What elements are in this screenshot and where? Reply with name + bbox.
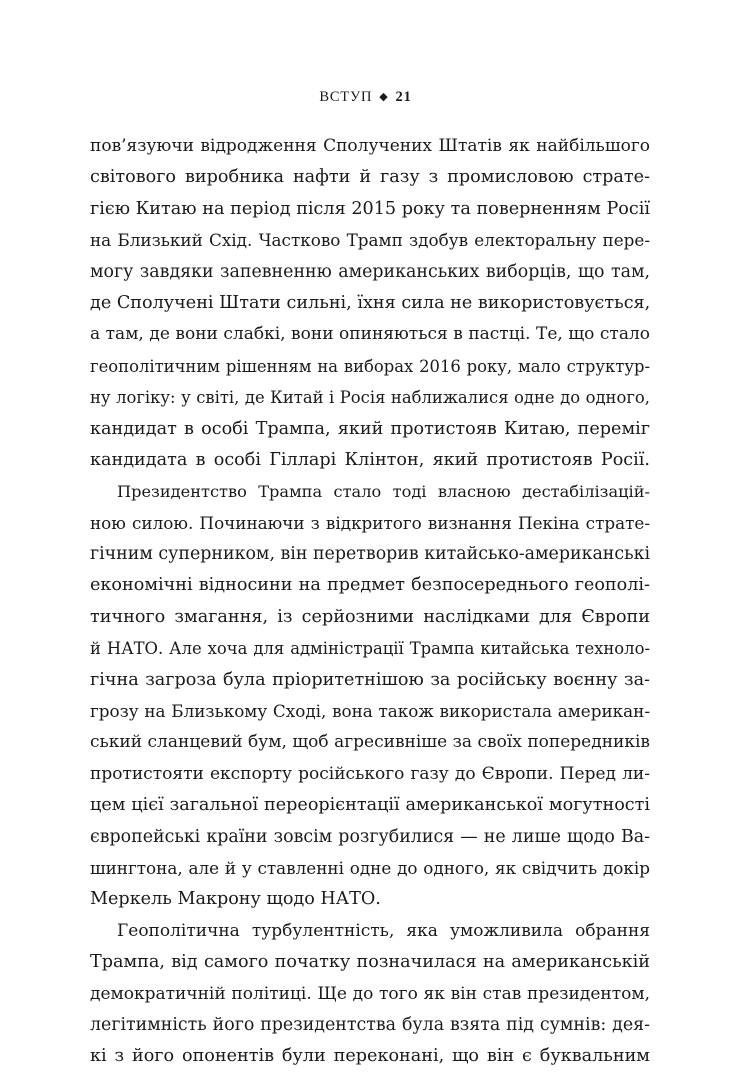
text-line: Президентство Трампа стало тоді власною дестабілізацій- <box>117 482 650 502</box>
text-line: пов’язуючи відродження Сполучених Штатів як найбільшого <box>90 136 650 156</box>
paragraph-1 <box>90 131 650 476</box>
text-line: ну логіку: у світі, де Китай і Росія наближалися одне до одного, <box>90 388 650 408</box>
text-line: легітимність його президентства була взята під сумнів: дея- <box>90 1014 650 1035</box>
text-line: демократичній політиці. Ще до того як він став президентом, <box>90 983 650 1004</box>
text-line: на Близький Схід. Частково Трамп здобув електоральну пере- <box>90 230 650 251</box>
text-line: грозу на Близькому Сході, вона також використала американ- <box>90 701 650 722</box>
text-line: кі з його опонентів були переконані, що він є буквальним <box>90 1046 650 1067</box>
text-line: гічним суперником, він перетворив китайсько-американські <box>90 544 651 565</box>
text-line: Геополітична турбулентність, яка уможливила обрання <box>117 920 650 941</box>
text-line: й НАТО. Але хоча для адміністрації Трампа китайська техноло- <box>90 639 650 659</box>
text-line: кандидат в особі Трампа, який протистояв Китаю, переміг <box>90 418 650 439</box>
text-line: протистояти експорту російського газу до Європи. Перед ли- <box>90 763 650 784</box>
text-line: Меркель Макрону щодо НАТО. <box>90 889 381 910</box>
text-line: могу завдяки запевненню американських виборців, що там, <box>90 261 650 282</box>
text-line: кандидата в особі Гілларі Клінтон, який протистояв Росії. <box>90 449 650 470</box>
text-line: шингтона, але й у ставленні одне до одного, як свідчить докір <box>90 857 650 878</box>
text-line: економічні відносини на предмет безпосереднього геополі- <box>90 575 650 596</box>
running-head <box>0 89 731 106</box>
text-line: світового виробника нафти й газу з промисловою страте- <box>90 167 650 188</box>
paragraph-3 <box>90 916 650 1073</box>
diamond-separator-icon: ◆ <box>379 91 389 103</box>
text-line: Трампа, від самого початку позначилася на американській <box>90 952 650 973</box>
section-title: ВСТУП <box>319 89 373 105</box>
text-line: гічна загроза була пріоритетнішою за російську воєнну за- <box>90 669 650 690</box>
text-line: цем цієї загальної переорієнтації американської могутності <box>90 795 650 816</box>
body-text <box>90 131 650 1073</box>
paragraph-2 <box>90 476 650 915</box>
text-line: де Сполучені Штати сильні, їхня сила не використовується, <box>90 292 651 313</box>
text-line: гією Китаю на період після 2015 року та поверненням Росії <box>90 198 650 219</box>
text-line: ною силою. Починаючи з відкритого визнання Пекіна страте- <box>90 512 650 533</box>
text-line: тичного змагання, із серйозними наслідками для Європи <box>90 606 650 627</box>
page-number: 21 <box>395 89 412 105</box>
text-line: а там, де вони слабкі, вони опиняються в пастці. Те, що стало <box>90 324 650 345</box>
text-line: ський сланцевий бум, щоб агресивніше за своїх попередників <box>90 732 650 753</box>
text-line: європейські країни зовсім розгубилися — не лише щодо Ва- <box>90 826 650 847</box>
text-line: геополітичним рішенням на виборах 2016 року, мало структур- <box>90 356 650 376</box>
